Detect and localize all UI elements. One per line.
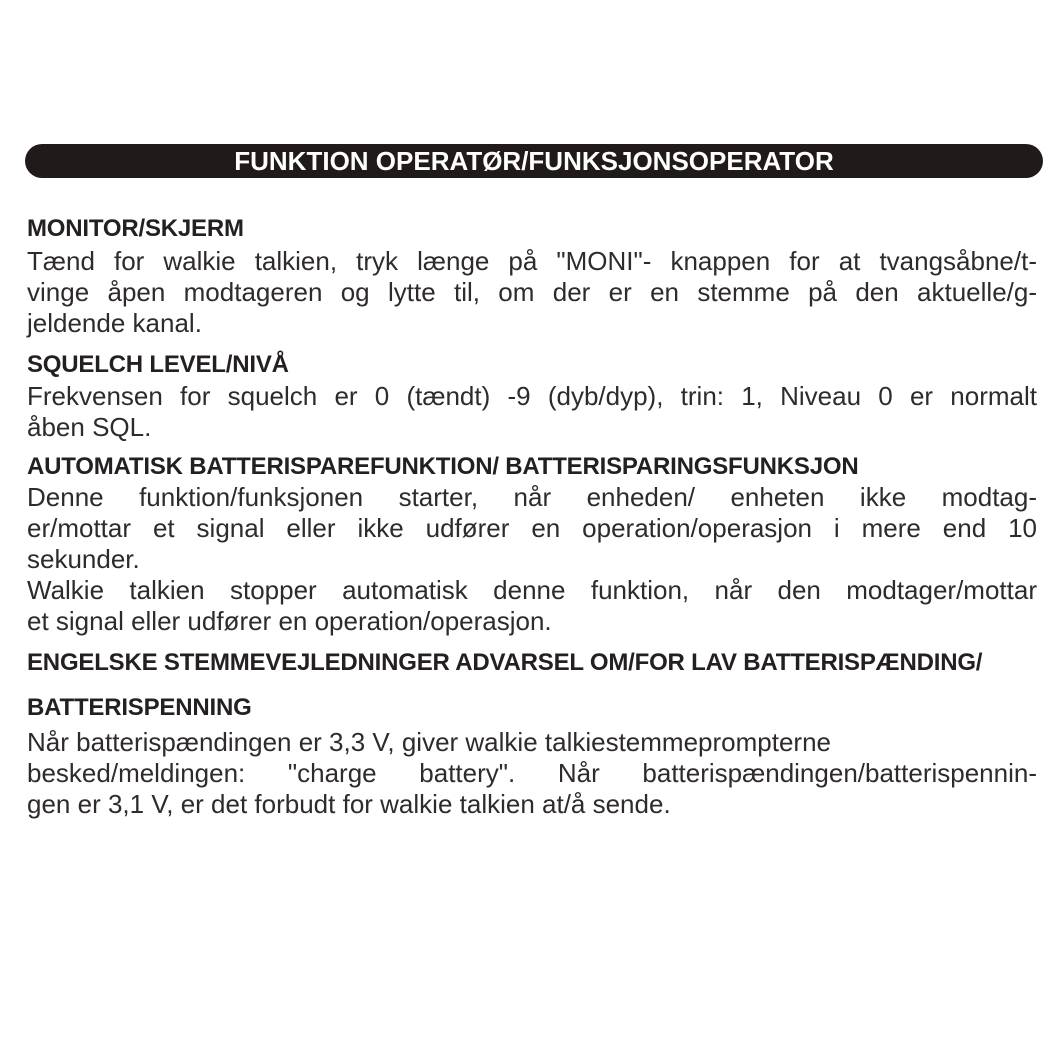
body-line: er/mottar et signal eller ikke udfører en operation/operasjon i mere end 10	[27, 513, 1037, 543]
heading-monitor-skjerm: MONITOR/SKJERM	[27, 215, 244, 242]
section-title: FUNKTION OPERATØR/FUNKSJONSOPERATOR	[234, 145, 834, 176]
body-line: besked/meldingen: "charge battery". Når batterispændingen/batterispennin-	[27, 758, 1037, 788]
body-line: Walkie talkien stopper automatisk denne funktion, når den modtager/mottar	[27, 575, 1037, 605]
body-line: jeldende kanal.	[27, 308, 202, 338]
section-title-banner	[25, 144, 1043, 178]
body-line: vinge åpen modtageren og lytte til, om der er en stemme på den aktuelle/g-	[27, 277, 1037, 307]
body-line: gen er 3,1 V, er det forbudt for walkie talkien at/å sende.	[27, 789, 671, 819]
body-line: Denne funktion/funksjonen starter, når enheden/ enheten ikke modtag-	[27, 482, 1037, 512]
heading-squelch-level: SQUELCH LEVEL/NIVÅ	[27, 351, 289, 378]
body-line: Når batterispændingen er 3,3 V, giver walkie talkiestemmeprompterne	[27, 727, 831, 757]
body-line: åben SQL.	[27, 412, 152, 442]
body-line: sekunder.	[27, 544, 140, 574]
body-line: Frekvensen for squelch er 0 (tændt) -9 (dyb/dyp), trin: 1, Niveau 0 er normalt	[27, 381, 1037, 411]
heading-automatisk-batterisparefunktion: AUTOMATISK BATTERISPAREFUNKTION/ BATTERISPARINGSFUNKSJON	[27, 453, 859, 480]
heading-batterispenning: BATTERISPENNING	[27, 694, 252, 721]
manual-page-content	[27, 178, 1037, 820]
heading-engelske-stemmevejledninger: ENGELSKE STEMMEVEJLEDNINGER ADVARSEL OM/FOR LAV BATTERISPÆNDING/	[27, 649, 983, 676]
body-line: et signal eller udfører en operation/operasjon.	[27, 606, 552, 636]
body-line: Tænd for walkie talkien, tryk længe på "MONI"- knappen for at tvangsåbne/t-	[27, 246, 1037, 276]
